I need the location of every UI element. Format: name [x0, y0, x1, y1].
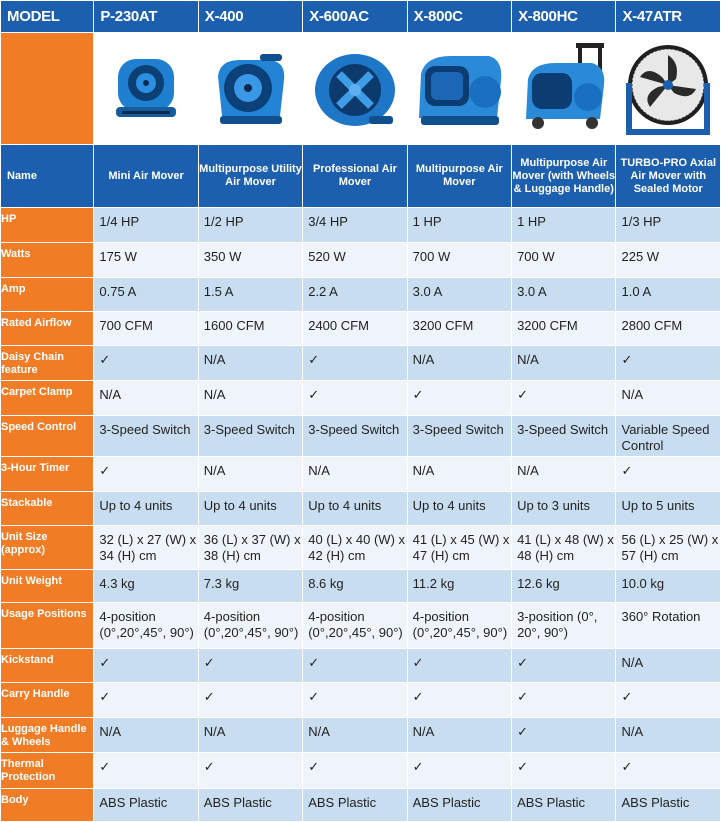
spec-value: 350 W [198, 243, 302, 278]
spec-row [1, 381, 721, 416]
row-label: Luggage Handle & Wheels [1, 718, 94, 753]
check-icon: ✓ [407, 381, 511, 416]
spec-value: 41 (L) x 45 (W) x 47 (H) cm [407, 526, 511, 570]
model-name: X-600AC [303, 1, 407, 33]
check-icon: ✓ [512, 381, 616, 416]
check-icon: ✓ [407, 753, 511, 789]
check-icon: ✓ [303, 381, 407, 416]
spec-value: ABS Plastic [303, 789, 407, 822]
spec-value: 700 CFM [94, 312, 198, 346]
check-icon: ✓ [94, 457, 198, 492]
check-icon: ✓ [94, 683, 198, 718]
product-name: Mini Air Mover [94, 145, 198, 208]
check-icon: ✓ [303, 683, 407, 718]
model-label: MODEL [1, 1, 94, 33]
spec-value: Variable Speed Control [616, 416, 721, 457]
spec-value: 10.0 kg [616, 570, 721, 603]
spec-value: 1 HP [512, 208, 616, 243]
spec-value: 36 (L) x 37 (W) x 38 (H) cm [198, 526, 302, 570]
spec-value: 56 (L) x 25 (W) x 57 (H) cm [616, 526, 721, 570]
model-name: X-800C [407, 1, 511, 33]
row-label: Unit Weight [1, 570, 94, 603]
spec-value: N/A [407, 718, 511, 753]
spec-value: N/A [407, 457, 511, 492]
spec-value: N/A [94, 381, 198, 416]
spec-value: N/A [512, 457, 616, 492]
header-row [1, 1, 721, 33]
spec-value: 700 W [407, 243, 511, 278]
spec-value: 2.2 A [303, 278, 407, 312]
spec-value: 1 HP [407, 208, 511, 243]
spec-value: 3-Speed Switch [512, 416, 616, 457]
spec-row [1, 526, 721, 570]
model-name: X-800HC [512, 1, 616, 33]
spec-value: 3.0 A [512, 278, 616, 312]
spec-value: ABS Plastic [616, 789, 721, 822]
product-name: Professional Air Mover [303, 145, 407, 208]
spec-value: 1/4 HP [94, 208, 198, 243]
name-row [1, 145, 721, 208]
spec-value: N/A [616, 649, 721, 683]
spec-value: 3/4 HP [303, 208, 407, 243]
spec-value: 3-position (0°, 20°, 90°) [512, 603, 616, 649]
row-label: Usage Positions [1, 603, 94, 649]
spec-value: 3200 CFM [407, 312, 511, 346]
spec-value: ABS Plastic [407, 789, 511, 822]
spec-value: 1600 CFM [198, 312, 302, 346]
spec-value: N/A [407, 346, 511, 381]
spec-value: 3-Speed Switch [94, 416, 198, 457]
row-label: Watts [1, 243, 94, 278]
spec-value: Up to 4 units [198, 492, 302, 526]
spec-row [1, 683, 721, 718]
check-icon: ✓ [616, 753, 721, 789]
spec-value: ABS Plastic [94, 789, 198, 822]
spec-value: 8.6 kg [303, 570, 407, 603]
row-label: Name [1, 145, 94, 208]
spec-row [1, 457, 721, 492]
spec-row [1, 312, 721, 346]
spec-value: 4-position (0°,20°,45°, 90°) [94, 603, 198, 649]
image-row [1, 33, 721, 145]
check-icon: ✓ [407, 649, 511, 683]
spec-value: Up to 5 units [616, 492, 721, 526]
spec-value: 4-position (0°,20°,45°, 90°) [198, 603, 302, 649]
spec-value: 3200 CFM [512, 312, 616, 346]
row-label: Carry Handle [1, 683, 94, 718]
spec-value: 41 (L) x 48 (W) x 48 (H) cm [512, 526, 616, 570]
spec-value: 225 W [616, 243, 721, 278]
check-icon: ✓ [512, 718, 616, 753]
check-icon: ✓ [94, 649, 198, 683]
check-icon: ✓ [198, 683, 302, 718]
check-icon: ✓ [512, 649, 616, 683]
check-icon: ✓ [407, 683, 511, 718]
row-label: Amp [1, 278, 94, 312]
spec-row [1, 416, 721, 457]
spec-value: 1.0 A [616, 278, 721, 312]
spec-row [1, 718, 721, 753]
spec-value: N/A [198, 346, 302, 381]
professional-air-mover-photo [303, 33, 407, 145]
spec-row [1, 278, 721, 312]
spec-value: 1/2 HP [198, 208, 302, 243]
spec-row [1, 570, 721, 603]
spec-value: 2400 CFM [303, 312, 407, 346]
spec-value: 12.6 kg [512, 570, 616, 603]
spec-value: 3-Speed Switch [407, 416, 511, 457]
spec-value: 0.75 A [94, 278, 198, 312]
spec-value: 3-Speed Switch [303, 416, 407, 457]
check-icon: ✓ [198, 649, 302, 683]
check-icon: ✓ [616, 683, 721, 718]
spec-value: ABS Plastic [198, 789, 302, 822]
spec-row [1, 208, 721, 243]
spec-value: Up to 4 units [407, 492, 511, 526]
row-label: Carpet Clamp [1, 381, 94, 416]
spec-value: 700 W [512, 243, 616, 278]
row-label: Stackable [1, 492, 94, 526]
row-label: Kickstand [1, 649, 94, 683]
row-label: Daisy Chain feature [1, 346, 94, 381]
spec-row [1, 492, 721, 526]
row-label: Thermal Protection [1, 753, 94, 789]
spec-value: 2800 CFM [616, 312, 721, 346]
spec-value: 360° Rotation [616, 603, 721, 649]
multipurpose-air-mover-photo [407, 33, 511, 145]
spec-row [1, 789, 721, 822]
spec-value: N/A [616, 381, 721, 416]
spec-value: N/A [94, 718, 198, 753]
spec-row [1, 753, 721, 789]
mini-air-mover-photo [94, 33, 198, 145]
spec-value: 1.5 A [198, 278, 302, 312]
spec-value: N/A [303, 718, 407, 753]
model-name: X-400 [198, 1, 302, 33]
spec-value: N/A [198, 718, 302, 753]
spec-row [1, 603, 721, 649]
spec-value: 1/3 HP [616, 208, 721, 243]
check-icon: ✓ [198, 753, 302, 789]
spec-value: 4.3 kg [94, 570, 198, 603]
spec-row [1, 243, 721, 278]
spec-value: N/A [616, 718, 721, 753]
spec-value: Up to 4 units [303, 492, 407, 526]
row-label: 3-Hour Timer [1, 457, 94, 492]
spec-value: N/A [512, 346, 616, 381]
spec-row [1, 346, 721, 381]
spec-value: 11.2 kg [407, 570, 511, 603]
spec-value: 4-position (0°,20°,45°, 90°) [407, 603, 511, 649]
check-icon: ✓ [303, 649, 407, 683]
check-icon: ✓ [303, 753, 407, 789]
spec-value: 7.3 kg [198, 570, 302, 603]
row-label: Speed Control [1, 416, 94, 457]
spec-value: ABS Plastic [512, 789, 616, 822]
spec-value: Up to 4 units [94, 492, 198, 526]
axial-fan-photo [616, 33, 721, 145]
row-label: HP [1, 208, 94, 243]
product-name: TURBO-PRO Axial Air Mover with Sealed Motor [616, 145, 721, 208]
spec-value: N/A [198, 457, 302, 492]
model-name: X-47ATR [616, 1, 721, 33]
check-icon: ✓ [616, 457, 721, 492]
spec-value: 3.0 A [407, 278, 511, 312]
spec-value: N/A [198, 381, 302, 416]
product-name: Multipurpose Utility Air Mover [198, 145, 302, 208]
row-label: Unit Size (approx) [1, 526, 94, 570]
spec-value: Up to 3 units [512, 492, 616, 526]
check-icon: ✓ [303, 346, 407, 381]
spec-row [1, 649, 721, 683]
check-icon: ✓ [94, 346, 198, 381]
spec-value: 175 W [94, 243, 198, 278]
spec-value: 3-Speed Switch [198, 416, 302, 457]
product-name: Multipurpose Air Mover [407, 145, 511, 208]
row-label: Rated Airflow [1, 312, 94, 346]
product-name: Multipurpose Air Mover (with Wheels & Luggage Handle) [512, 145, 616, 208]
image-label-cell [1, 33, 94, 145]
wheeled-air-mover-photo [512, 33, 616, 145]
spec-value: 40 (L) x 40 (W) x 42 (H) cm [303, 526, 407, 570]
spec-value: N/A [303, 457, 407, 492]
utility-air-mover-photo [198, 33, 302, 145]
check-icon: ✓ [616, 346, 721, 381]
check-icon: ✓ [512, 753, 616, 789]
row-label: Body [1, 789, 94, 822]
spec-value: 520 W [303, 243, 407, 278]
check-icon: ✓ [94, 753, 198, 789]
spec-value: 4-position (0°,20°,45°, 90°) [303, 603, 407, 649]
model-name: P-230AT [94, 1, 198, 33]
check-icon: ✓ [512, 683, 616, 718]
spec-value: 32 (L) x 27 (W) x 34 (H) cm [94, 526, 198, 570]
